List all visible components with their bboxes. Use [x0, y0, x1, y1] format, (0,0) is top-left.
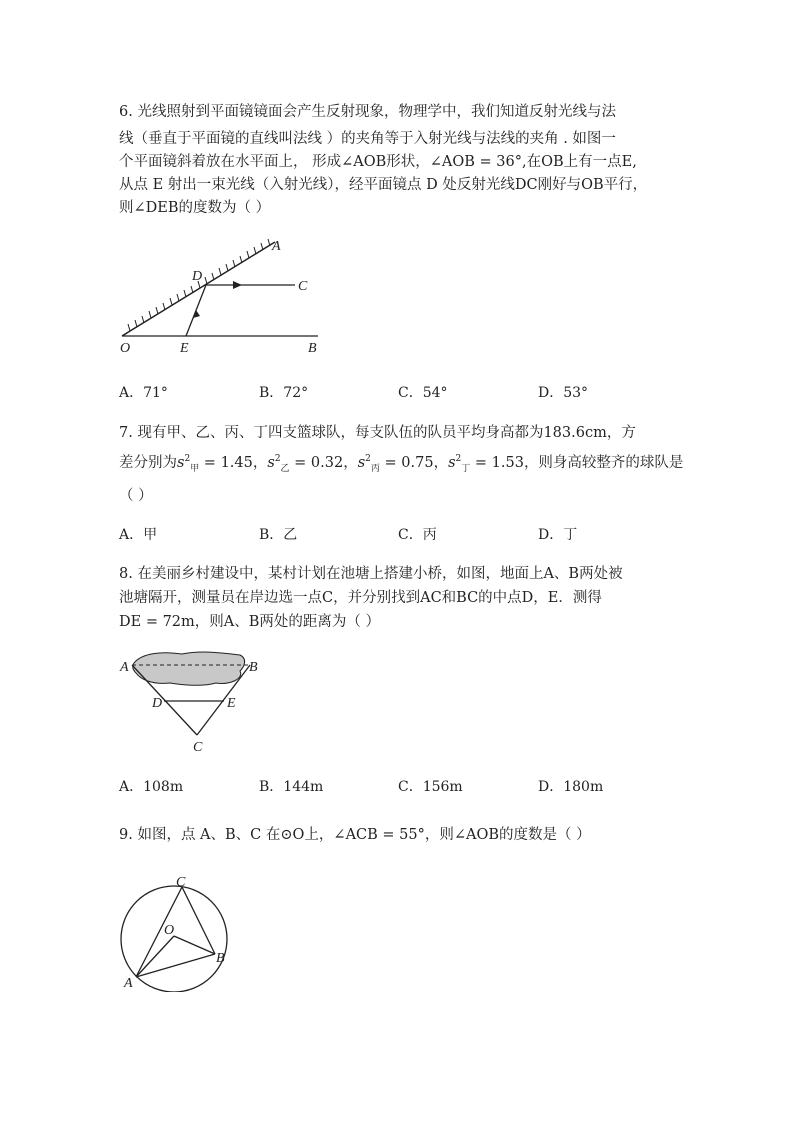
q7-line-2-suffix: ，则身高较整齐的球队是 [523, 455, 684, 471]
q8-option-a[interactable]: A．108m [119, 779, 184, 795]
q9-line-1: 9. 如图，点 A、B、C 在⊙O上，∠ACB = 55°，则∠AOB的度数是（ ） [119, 827, 591, 843]
q9-label-A: A [124, 976, 133, 991]
q9-label-O: O [164, 923, 175, 938]
q7-var1-sub: 甲 [190, 463, 200, 474]
q7-var4-val: = 1.53 [470, 455, 524, 471]
q8-line-3: DE = 72m，则A、B两处的距离为（ ） [119, 614, 381, 630]
q9-label-B: B [216, 951, 225, 966]
q7-var4-sub: 丁 [461, 463, 471, 474]
q7-option-b[interactable]: B．乙 [259, 527, 298, 543]
q6-label-O: O [120, 341, 131, 356]
q6-label-C: C [298, 279, 308, 294]
q6-line-4: 从点 E 射出一束光线（入射光线），经平面镜点 D 处反射光线DC刚好与OB平行， [119, 177, 648, 193]
q6-line-3: 个平面镜斜着放在水平面上， 形成∠AOB形状，∠AOB = 36°,在OB上有一点E, [119, 154, 637, 170]
q8-label-D: D [152, 696, 163, 711]
q6-option-b[interactable]: B．72° [259, 385, 309, 401]
q8-option-d[interactable]: D．180m [538, 779, 604, 795]
q7-option-c[interactable]: C．丙 [398, 527, 437, 543]
q6-label-B: B [308, 341, 317, 356]
q7-line-3: （ ） [119, 488, 153, 504]
q9-label-C: C [176, 875, 186, 890]
q8-line-2: 池塘隔开，测量员在岸边选一点C，并分别找到AC和BC的中点D，E．测得 [119, 590, 602, 606]
q7-line-2: 差分别为$s^2_甲 = 1.45$，$s^2_乙 = 0.32$，$s^2_丙 = 0.75$，$s^2_丁 = 1.53$，则身高较整齐的球队是 [119, 454, 684, 474]
q8-line-1: 8. 在美丽乡村建设中，某村计划在池塘上搭建小桥，如图，地面上A、B两处被 [119, 566, 623, 582]
q6-label-A: A [272, 239, 281, 254]
q8-label-C: C [193, 740, 203, 755]
q7-var2-sub: 乙 [280, 463, 290, 474]
q7-line-1: 7. 现有甲、乙、丙、丁四支篮球队，每支队伍的队员平均身高都为183.6cm，方 [119, 425, 636, 441]
q7-var1-val: = 1.45， [199, 455, 268, 471]
q6-label-D: D [192, 269, 203, 284]
q6-line-2: 线（垂直于平面镜的直线叫法线 ）的夹角等于入射光线与法线的夹角 . 如图一 [119, 131, 616, 147]
q6-label-E: E [180, 341, 189, 356]
q8-label-A: A [120, 660, 129, 675]
q6-option-d[interactable]: D．53° [538, 385, 589, 401]
q8-option-c[interactable]: C．156m [398, 779, 463, 795]
q7-var3-val: = 0.75， [379, 455, 449, 471]
q6-option-a[interactable]: A．71° [119, 385, 168, 401]
q7-var3-sub: 丙 [370, 463, 380, 474]
q7-option-d[interactable]: D．丁 [538, 527, 578, 543]
q8-pond-figure [112, 645, 272, 760]
q8-label-B: B [249, 660, 258, 675]
q7-var2-val: = 0.32， [289, 455, 358, 471]
q8-label-E: E [227, 696, 236, 711]
q6-mirror-figure [110, 230, 340, 360]
q8-option-b[interactable]: B．144m [259, 779, 324, 795]
q7-line-2-prefix: 差分别为 [119, 455, 177, 471]
q9-circle-figure [112, 872, 242, 992]
q7-option-a[interactable]: A．甲 [119, 527, 158, 543]
q6-option-c[interactable]: C．54° [398, 385, 448, 401]
q6-line-5: 则∠DEB的度数为（ ） [119, 200, 271, 216]
q6-line-1: 6. 光线照射到平面镜镜面会产生反射现象，物理学中，我们知道反射光线与法 [119, 104, 616, 120]
